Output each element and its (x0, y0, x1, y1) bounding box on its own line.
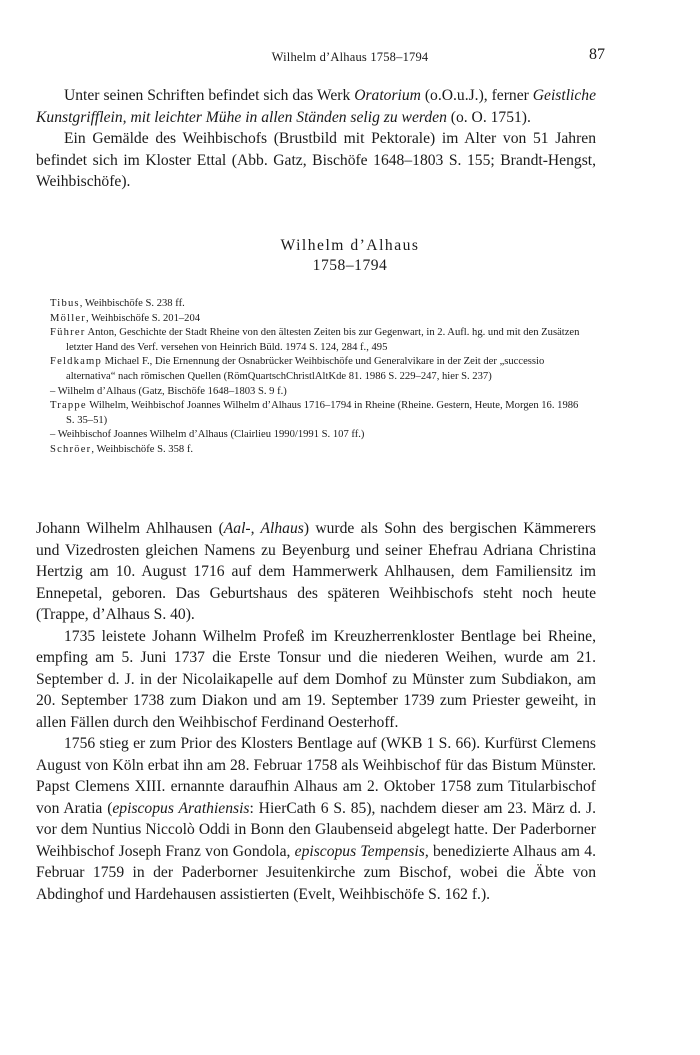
work-title: Geistliche Kunstgrifflein, mit leichter Mühe in allen Ständen selig zu werden (36, 87, 597, 126)
text-run: ) wurde als Sohn des bergischen Kämmerers und Vizedrosten gleichen Namens zu Beyenburg und seiner Ehefrau Adriana Christina Hertzig am 10. August 1716 auf dem Hammerwerk Ahlhausen, dem Familiensitz im Ennepetal, geboren. Das Geburtshaus des späteren Weihbischofs steht noch heute (Trappe, d’Alhaus S. 40). (36, 520, 596, 623)
bibliography-entry (50, 326, 584, 355)
text-run: Johann Wilhelm Ahlhausen ( (36, 520, 224, 537)
bibliography-entry (50, 385, 584, 400)
author-name: Schröer (50, 443, 92, 455)
text-run: (o. O. 1751). (446, 108, 531, 126)
author-name: Tibus (50, 298, 80, 309)
text-run: 1756 stieg er zum Prior des Klosters Bentlage auf (WKB 1 S. 66). Kurfürst Clemens August von Köln erbat ihn am 28. Februar 1758 als Weihbischof für das Bistum Münster. Papst Clemens XIII. ernannte daraufhin Alhaus am 2. Oktober 1758 zum Titularbischof von Aratia ( (36, 735, 596, 817)
text-run: Unter seinen Schriften befindet sich das Werk (64, 87, 355, 104)
work-title: Oratorium (354, 87, 421, 104)
bibliography-entry (50, 428, 584, 443)
entry-text: , Weihbischöfe S. 201–204 (86, 312, 201, 324)
name-variants: Aal-, Alhaus (223, 520, 304, 537)
latin-title: episcopus Arathiensis (112, 799, 250, 817)
text-run: , benedizierte Alhaus am 4. Februar 1759 in der Paderborner Jesuitenkirche zum Bischof, wobei die Äbte von Abdinghof und Hardehausen assistierten (Evelt, Weihbischöfe S. 162 f.). (36, 842, 596, 903)
section-name: Wilhelm d’Alhaus (280, 237, 420, 254)
entry-text: Anton, Geschichte der Stadt Rheine von den ältesten Zeiten bis zur Gegenwart, in 2. Aufl. hg. und mit den Zusätzen letzter Hand des Verf. versehen von Heinrich Büld. 1974 S. 124, 284 f., 495 (66, 327, 580, 353)
paragraph-ordination: 1735 leistete Johann Wilhelm Profeß im Kreuzherrenkloster Bentlage bei Rheine, empfing am 5. Juni 1737 die Erste Tonsur und die niederen Weihen, wurde am 21. September d. J. in der Nicolaikapelle auf dem Domhof zu Münster zum Subdiakon, am 20. September 1738 zum Diakon und am 19. September 1739 zum Priester geweiht, in allen Fällen durch den Weihbischof Ferdinand Oesterhoff. (36, 627, 596, 731)
text-run: : HierCath 6 S. 85), nachdem dieser am 23. März d. J. vor dem Nuntius Niccolò Oddi in Bonn den Glaubenseid abgelegt hatte. Der Paderborner Weihbischof Joseph Franz von Gondola, (36, 799, 596, 860)
entry-text: Wilhelm, Weihbischof Joannes Wilhelm d’Alhaus 1716–1794 in Rheine (Rheine. Gestern, Heute, Morgen 16. 1986 S. 35–51) (66, 400, 579, 426)
bibliography-entry (50, 443, 584, 458)
running-header: Wilhelm d’Alhaus 1758–1794 (271, 50, 429, 64)
author-name: Möller (50, 312, 87, 324)
section-heading (0, 236, 700, 276)
bibliography-entry (50, 355, 584, 384)
entry-text: – Wilhelm d’Alhaus (Gatz, Bischöfe 1648–1803 S. 9 f.) (50, 385, 287, 397)
main-text (36, 518, 596, 905)
author-name: Führer (50, 327, 86, 339)
intro-section (36, 85, 596, 193)
latin-title: episcopus Tempensis (294, 842, 425, 860)
entry-text: , Weihbischöfe S. 358 f. (91, 443, 193, 455)
paragraph-birth (36, 518, 596, 626)
bibliography-list (50, 297, 584, 458)
entry-text: Michael F., Die Ernennung der Osnabrücker Weihbischöfe und Generalvikare in der Zeit der „successio alternativa“ nach römischen Quellen (RömQuartschChristlAltKde 81. 1986 S. 229–247, hier S. 237) (66, 356, 545, 382)
section-years: 1758–1794 (312, 257, 388, 274)
bibliography-entry (50, 297, 584, 312)
author-name: Feldkamp (50, 356, 102, 368)
intro-paragraph-portrait: Ein Gemälde des Weihbischofs (Brustbild mit Pektorale) im Alter von 51 Jahren befindet sich im Kloster Ettal (Abb. Gatz, Bischöfe 1648–1803 S. 155; Brandt-Hengst, Weihbischöfe). (36, 130, 596, 190)
entry-text: , Weihbischöfe S. 238 ff. (79, 298, 185, 309)
bibliography-entry (50, 399, 584, 428)
text-run: (o.O.u.J.), ferner (420, 87, 533, 104)
bibliography-entry (50, 312, 584, 327)
page-number: 87 (589, 46, 605, 63)
paragraph-appointment (36, 733, 596, 905)
author-name: Trappe (50, 400, 87, 412)
entry-text: – Weihbischof Joannes Wilhelm d’Alhaus (Clairlieu 1990/1991 S. 107 ff.) (50, 429, 365, 441)
intro-paragraph-writings (36, 85, 596, 128)
